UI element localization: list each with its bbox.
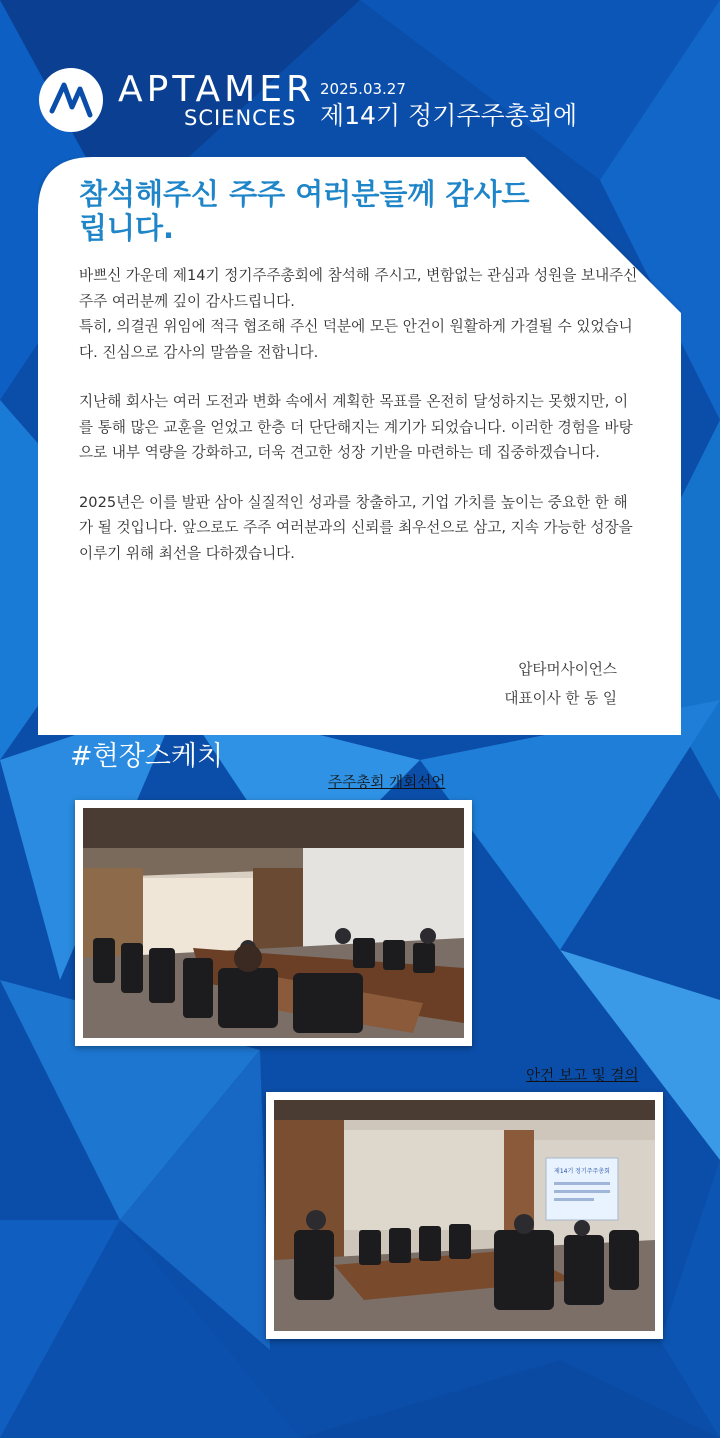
ceo-signature: 대표이사 한 동 일 [504, 690, 617, 707]
brand-name-top: APTAMER [118, 69, 315, 110]
meeting-room-photo-1 [75, 800, 472, 1046]
letter-body [79, 263, 639, 590]
letter-heading: 참석해주신 주주 여러분들께 감사드립니다. [79, 177, 530, 245]
letter-paragraph-3: 2025년은 이를 발판 삼아 실질적인 성과를 창출하고, 기업 가치를 높이는 중요한 한 해가 될 것입니다. 앞으로도 주주 여러분과의 신뢰를 최우선으로 삼고, 지속 가능한 성장을 이루기 위해 최선을 다하겠습니다. [79, 493, 633, 562]
thank-you-letter-card [38, 157, 681, 735]
photo-caption-opening: 주주총회 개회선언 [328, 774, 446, 791]
meeting-room-photo-icon [83, 808, 464, 1038]
letter-signature [504, 655, 617, 713]
company-name: 압타머사이언스 [518, 661, 617, 678]
aptamer-logo-icon [38, 67, 104, 133]
photo-caption-agenda: 안건 보고 및 결의 [526, 1067, 639, 1084]
site-sketch-title: #현장스케치 [70, 741, 224, 772]
meeting-title: 제14기 정기주주총회에 [320, 101, 578, 130]
meeting-room-photo-2 [266, 1092, 663, 1339]
meeting-date: 2025.03.27 [320, 80, 406, 98]
meeting-room-presentation-photo-icon [274, 1100, 655, 1331]
screen-text: 제14기 정기주주총회 [554, 1168, 610, 1175]
letter-paragraph-1: 바쁘신 가운데 제14기 정기주주총회에 참석해 주시고, 변함없는 관심과 성원을 보내주신 주주 여러분께 깊이 감사드립니다. 특히, 의결권 위임에 적극 협조해 주신 덕분에 모든 안건이 원활하게 가결될 수 있었습니다. 진심으로 감사의 말씀을 전합니다. [79, 267, 638, 361]
letter-paragraph-2: 지난해 회사는 여러 도전과 변화 속에서 계획한 목표를 온전히 달성하지는 못했지만, 이를 통해 많은 교훈을 얻었고 한층 더 단단해지는 계기가 되었습니다. 이러한 경험을 바탕으로 내부 역량을 강화하고, 더욱 견고한 성장 기반을 마련하는 데 집중하겠습니다. [79, 393, 633, 461]
brand-name-bottom: SCIENCES [184, 106, 297, 130]
